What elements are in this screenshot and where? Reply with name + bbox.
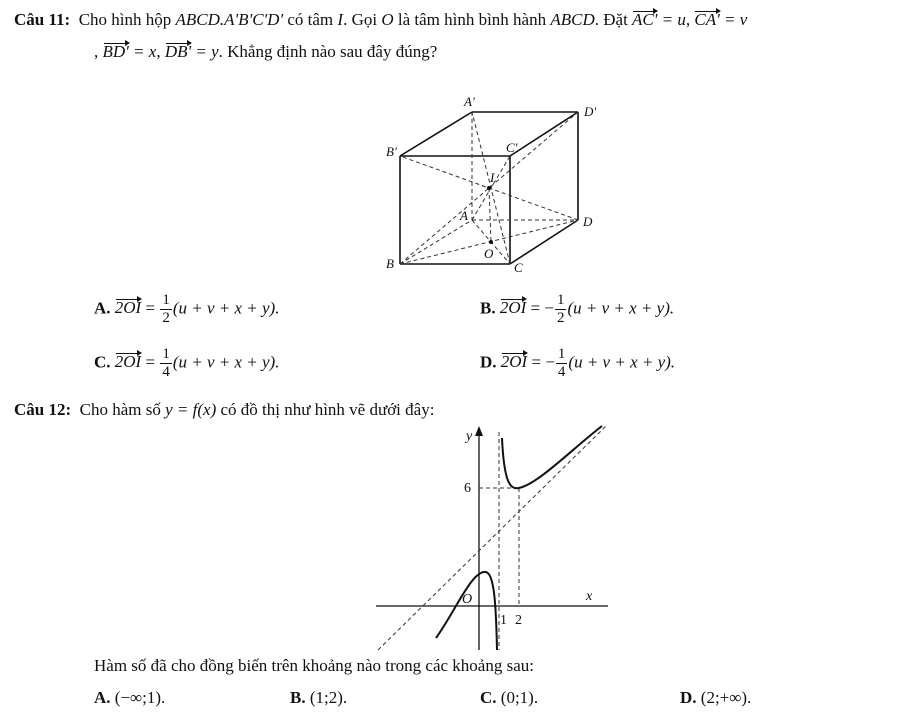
label-x: x xyxy=(586,589,593,604)
q11-option-d-lhs: 2OI xyxy=(500,352,528,372)
q11-option-c-sign: = xyxy=(145,352,160,372)
label-c: C xyxy=(514,260,523,275)
vector-bd1-eq: = x xyxy=(133,42,157,61)
q11-option-d-letter: D. xyxy=(480,352,497,372)
edge-b1a1 xyxy=(400,112,472,156)
q11-line2: , BD' = x, DB' = y. Khẳng định nào sau đây đúng? xyxy=(94,42,438,61)
vector-ca1: CA' xyxy=(694,10,720,29)
label-a: A xyxy=(460,208,468,223)
label-d: D xyxy=(583,214,593,229)
label-two: 2 xyxy=(515,613,522,628)
vector-ca1-eq: = v xyxy=(724,10,748,29)
q11-option-d-den: 4 xyxy=(557,364,566,380)
q12-option-a[interactable] xyxy=(94,688,165,708)
q11-text-b: có tâm xyxy=(287,10,334,29)
vector-ac1-eq: = u xyxy=(661,10,686,29)
q11-box-name: ABCD.A'B'C'D' xyxy=(175,10,284,29)
q11-question: . Khẳng định nào sau đây đúng? xyxy=(218,42,438,61)
q11-option-c-num: 1 xyxy=(162,346,170,362)
q11-option-b-num: 1 xyxy=(556,292,565,308)
label-six: 6 xyxy=(464,481,471,496)
q12-label: Câu 12: xyxy=(14,400,72,419)
point-o xyxy=(489,240,493,244)
q12-option-b[interactable] xyxy=(290,688,347,708)
vector-db1: DB' xyxy=(164,42,192,61)
q11-option-b[interactable] xyxy=(480,292,674,327)
q11-option-d-sum: (u + v + x + y). xyxy=(568,352,676,372)
label-o: O xyxy=(484,246,494,261)
q12-option-c-value: (0;1). xyxy=(500,688,539,707)
q12-text-b: có đồ thị như hình vẽ dưới đây: xyxy=(220,400,435,419)
function-graph xyxy=(376,422,616,654)
graph-right-branch xyxy=(502,426,602,488)
label-d1: D' xyxy=(584,104,597,119)
q12-option-a-value: (−∞;1). xyxy=(114,688,166,707)
q12-question: Hàm số đã cho đồng biến trên khoảng nào trong các khoảng sau: xyxy=(94,656,534,675)
q11-option-b-fraction xyxy=(555,292,567,327)
q11-label: Câu 11: xyxy=(14,10,71,29)
q11-option-a-lhs: 2OI xyxy=(114,298,142,318)
label-origin: O xyxy=(462,592,473,607)
q11-option-a-letter: A. xyxy=(94,298,111,318)
q12-option-b-letter: B. xyxy=(290,688,306,707)
point-i xyxy=(487,186,491,190)
label-y: y xyxy=(466,429,473,444)
label-b: B xyxy=(386,256,394,271)
q11-option-a[interactable] xyxy=(94,292,279,327)
q11-text-c: . Gọi xyxy=(343,10,378,29)
vector-ac1: AC' xyxy=(632,10,658,29)
q12-option-b-value: (1;2). xyxy=(309,688,348,707)
q11-option-c-lhs: 2OI xyxy=(114,352,142,372)
q12-text-a: Cho hàm số xyxy=(79,400,161,419)
q11-option-b-letter: B. xyxy=(480,298,496,318)
edge-cd xyxy=(510,220,578,264)
q11-option-a-sign: = xyxy=(145,298,160,318)
oblique-asymptote xyxy=(378,426,606,650)
segment-oi xyxy=(489,188,491,242)
q11-parallelogram: ABCD xyxy=(550,10,595,29)
q11-option-c-den: 4 xyxy=(162,364,170,380)
box-figure xyxy=(380,92,620,282)
q11-line2-prefix: , xyxy=(94,42,99,61)
edge-ab xyxy=(400,220,472,264)
y-axis-arrow xyxy=(475,426,483,436)
q11-option-d[interactable] xyxy=(480,346,675,381)
q11-option-b-lhs: 2OI xyxy=(499,298,527,318)
vector-bd1: BD' xyxy=(102,42,129,61)
q11-option-c-sum: (u + v + x + y). xyxy=(172,352,280,372)
q11-option-d-num: 1 xyxy=(557,346,566,362)
label-i: I xyxy=(490,170,495,185)
q12-func: y = f(x) xyxy=(165,400,217,419)
vector-db1-eq: = y xyxy=(195,42,219,61)
q11-center-o: O xyxy=(381,10,394,29)
q12-option-c[interactable] xyxy=(480,688,538,708)
q11-option-c-letter: C. xyxy=(94,352,111,372)
q11-option-a-den: 2 xyxy=(162,310,170,326)
q12-option-d[interactable] xyxy=(680,688,751,708)
q11-center-i: I xyxy=(337,10,344,29)
q11-option-a-num: 1 xyxy=(162,292,170,308)
q11-option-d-fraction xyxy=(556,346,568,381)
label-b1: B' xyxy=(386,144,397,159)
label-a1: A' xyxy=(464,94,475,109)
q11-option-d-sign: = − xyxy=(531,352,555,372)
q11-option-b-sign: = − xyxy=(530,298,554,318)
q11-text-d: là tâm hình bình hành xyxy=(397,10,547,29)
q12-option-d-value: (2;+∞). xyxy=(700,688,752,707)
q11-option-a-fraction xyxy=(160,292,172,327)
q12-option-a-letter: A. xyxy=(94,688,111,707)
label-one: 1 xyxy=(500,613,507,628)
q11-option-b-den: 2 xyxy=(556,310,565,326)
q12-option-c-letter: C. xyxy=(480,688,497,707)
q11-text-a: Cho hình hộp xyxy=(78,10,172,29)
q11-option-a-sum: (u + v + x + y). xyxy=(172,298,280,318)
q12-line1 xyxy=(14,400,434,420)
q11-text-e: . Đặt xyxy=(594,10,628,29)
q11-line1: Câu 11: Cho hình hộp ABCD.A'B'C'D' có tâm I. Gọi O là tâm hình bình hành ABCD. Đặt AC' = u, CA' = v xyxy=(14,10,748,29)
q11-option-b-sum: (u + v + x + y). xyxy=(567,298,675,318)
q11-option-c-fraction xyxy=(160,346,172,381)
q12-option-d-letter: D. xyxy=(680,688,697,707)
label-c1: C' xyxy=(506,140,518,155)
q11-option-c[interactable] xyxy=(94,346,279,381)
edge-d1c1 xyxy=(510,112,578,156)
